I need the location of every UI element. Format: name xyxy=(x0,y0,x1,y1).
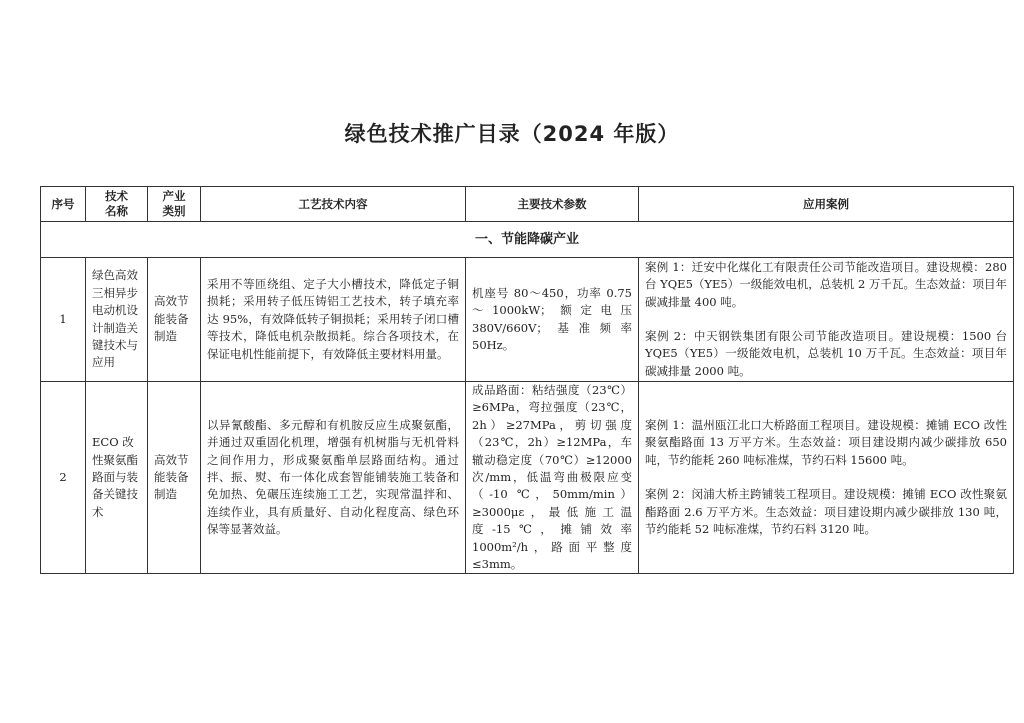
section-row xyxy=(41,222,1014,258)
row-cases xyxy=(639,382,1014,574)
header-category xyxy=(148,187,201,222)
header-no: 序号 xyxy=(41,187,86,222)
case-2: 案例 2：闵浦大桥主跨铺装工程项目。建设规模：摊铺 ECO 改性聚氨酯路面 2.6 万平方米。生态效益：项目建设期内减少碳排放 130 吨，节约能耗 52 吨标准煤，节约石料 3120 吨。 xyxy=(645,487,1007,537)
row-process: 采用不等匝绕组、定子大小槽技术，降低定子铜损耗；采用转子低压铸铝工艺技术，转子填充率达 95%，有效降低转子铜损耗；采用转子闭口槽等技术，降低电机杂散损耗。综合各项技术，在保证电机性能前提下，有效降低主要材料用量。 xyxy=(201,258,466,382)
case-1: 案例 1：温州瓯江北口大桥路面工程项目。建设规模：摊铺 ECO 改性聚氨酯路面 13 万平方米。生态效益：项目建设期内减少碳排放 650 吨，节约能耗 260 吨标准煤，节约石料 15600 吨。 xyxy=(645,418,1007,467)
table-row xyxy=(41,258,1014,382)
row-category: 高效节能装备制造 xyxy=(148,258,201,382)
header-name xyxy=(86,187,148,222)
row-process: 以异氰酸酯、多元醇和有机胺反应生成聚氨酯，并通过双重固化机理，增强有机树脂与无机骨料之间作用力，形成聚氨酯单层路面结构。通过拌、振、熨、布一体化成套智能铺装施工装备和免加热、免碾压连续施工工艺，实现常温拌和、连续作业，具有质量好、自动化程度高、绿色环保等显著效益。 xyxy=(201,382,466,574)
row-cases xyxy=(639,258,1014,382)
header-category-line2: 类别 xyxy=(162,204,186,218)
row-category: 高效节能装备制造 xyxy=(148,382,201,574)
row-params: 机座号 80～450，功率 0.75～1000kW；额定电压 380V/660V；基准频率 50Hz。 xyxy=(466,258,639,382)
header-name-line2: 名称 xyxy=(105,204,128,218)
table-row xyxy=(41,382,1014,574)
row-no: 2 xyxy=(41,382,86,574)
row-tech-name: ECO 改性聚氨酯路面与装备关键技术 xyxy=(86,382,148,574)
section-title: 一、节能降碳产业 xyxy=(41,222,1014,258)
header-params: 主要技术参数 xyxy=(466,187,639,222)
case-2: 案例 2：中天钢铁集团有限公司节能改造项目。建设规模：1500 台 YQE5（YE5）一级能效电机，总装机 10 万千瓦。生态效益：项目年碳减排量 2000 吨。 xyxy=(645,329,1007,378)
row-no: 1 xyxy=(41,258,86,382)
header-process: 工艺技术内容 xyxy=(201,187,466,222)
header-name-line1: 技术 xyxy=(105,189,128,203)
technology-table xyxy=(40,186,1014,574)
case-1: 案例 1：迁安中化煤化工有限责任公司节能改造项目。建设规模：280 台 YQE5（YE5）一级能效电机，总装机 2 万千瓦。生态效益：项目年碳减排量 400 吨。 xyxy=(645,259,1007,309)
header-cases: 应用案例 xyxy=(639,187,1014,222)
table-header-row xyxy=(41,187,1014,222)
row-tech-name: 绿色高效三相异步电动机设计制造关键技术与应用 xyxy=(86,258,148,382)
row-params: 成品路面：粘结强度（23℃）≥6MPa，弯拉强度（23℃，2h）≥27MPa，剪切强度（23℃，2h）≥12MPa，车辙动稳定度（70℃）≥12000 次/mm，低温弯曲极限应变（-10 ℃，50mm/min）≥3000με，最低施工温度-15℃，摊铺效率 1000m²/h，路面平整度≤3mm。 xyxy=(466,382,639,574)
document-title: 绿色技术推广目录（2024 年版） xyxy=(344,122,680,146)
header-category-line1: 产业 xyxy=(162,189,186,203)
